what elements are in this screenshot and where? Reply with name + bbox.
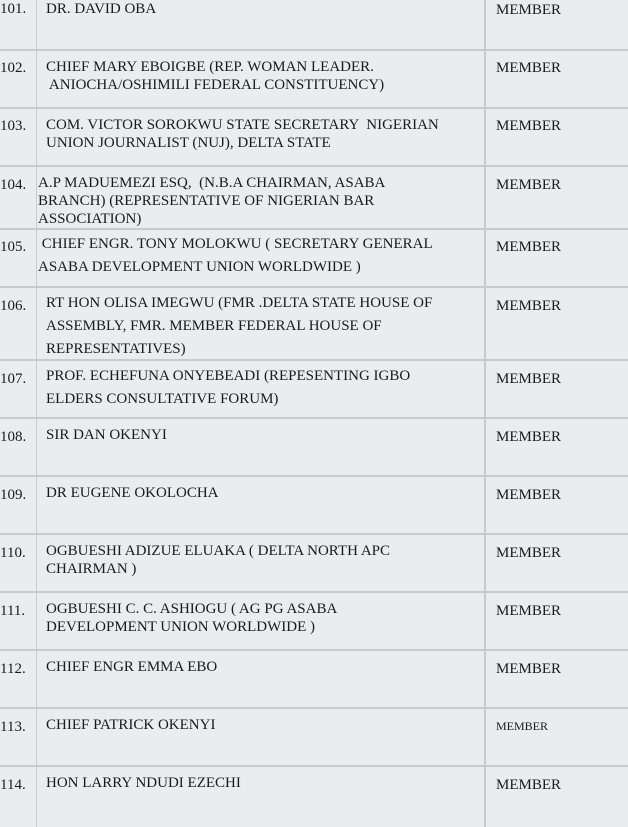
member-role: MEMBER [496,545,562,561]
member-name: COM. VICTOR SOROKWU STATE SECRETARY NIGERIAN UNION JOURNALIST (NUJ), DELTA STATE [46,117,439,151]
row-number: 105. [0,239,27,255]
member-role: MEMBER [496,2,562,18]
member-name: CHIEF PATRICK OKENYI [46,717,216,733]
column-divider [484,651,486,707]
column-divider [484,288,486,359]
member-role: MEMBER [496,371,562,387]
column-divider [484,109,486,165]
member-name: PROF. ECHEFUNA ONYEBEADI (REPESENTING IGBO ELDERS CONSULTATIVE FORUM) [46,368,411,407]
member-role: MEMBER [496,487,562,503]
member-role: MEMBER [496,603,562,619]
member-role: MEMBER [496,60,562,76]
member-name: CHIEF ENGR. TONY MOLOKWU ( SECRETARY GENERAL ASABA DEVELOPMENT UNION WORLDWIDE ) [38,236,433,275]
column-divider [484,0,486,49]
table-row [0,51,628,109]
column-divider [484,767,486,827]
column-divider [484,230,486,286]
column-divider [484,361,486,417]
column-divider [484,419,486,475]
member-role: MEMBER [496,118,562,134]
table-row [0,593,628,651]
row-number: 112. [0,661,26,677]
member-role: MEMBER [496,177,562,193]
member-role: MEMBER [496,239,562,255]
table-row [0,709,628,767]
row-number: 109. [0,487,27,503]
row-number: 113. [0,719,26,735]
column-divider [484,167,486,228]
table-row [0,167,628,230]
member-role: MEMBER [496,719,549,733]
member-role: MEMBER [496,429,562,445]
member-name: OGBUESHI ADIZUE ELUAKA ( DELTA NORTH APC CHAIRMAN ) [46,543,391,577]
member-name: DR. DAVID OBA [46,1,157,17]
member-name: DR EUGENE OKOLOCHA [46,485,219,501]
table-row [0,0,628,51]
table-row [0,535,628,593]
member-role: MEMBER [496,777,562,793]
row-number: 110. [0,545,26,561]
row-number: 108. [0,429,27,445]
row-number: 114. [0,777,26,793]
row-number: 106. [0,298,27,314]
table-row [0,419,628,477]
column-divider [484,535,486,591]
table-row [0,230,628,288]
member-name: RT HON OLISA IMEGWU (FMR .DELTA STATE HOUSE OF ASSEMBLY, FMR. MEMBER FEDERAL HOUSE OF REPRESENTATIVES) [46,295,433,357]
row-number: 101. [0,1,27,17]
row-number: 107. [0,371,27,387]
table-row [0,651,628,709]
column-divider [484,593,486,649]
member-name: A.P MADUEMEZI ESQ, (N.B.A CHAIRMAN, ASABA BRANCH) (REPRESENTATIVE OF NIGERIAN BAR ASSOCIATION) [38,175,386,227]
table-row [0,477,628,535]
row-number: 103. [0,118,27,134]
member-name: SIR DAN OKENYI [46,427,167,443]
column-divider [484,477,486,533]
table-row [0,109,628,167]
table-row [0,361,628,419]
member-role: MEMBER [496,298,562,314]
column-divider [484,51,486,107]
member-name: CHIEF ENGR EMMA EBO [46,659,218,675]
column-divider [484,709,486,765]
member-name: HON LARRY NDUDI EZECHI [46,775,241,791]
row-number: 111. [0,603,26,619]
row-number: 104. [0,177,27,193]
member-name: CHIEF MARY EBOIGBE (REP. WOMAN LEADER. ANIOCHA/OSHIMILI FEDERAL CONSTITUENCY) [46,59,385,93]
member-name: OGBUESHI C. C. ASHIOGU ( AG PG ASABA DEVELOPMENT UNION WORLDWIDE ) [46,601,338,635]
table-row [0,288,628,361]
row-number: 102. [0,60,27,76]
member-role: MEMBER [496,661,562,677]
table-row [0,767,628,827]
